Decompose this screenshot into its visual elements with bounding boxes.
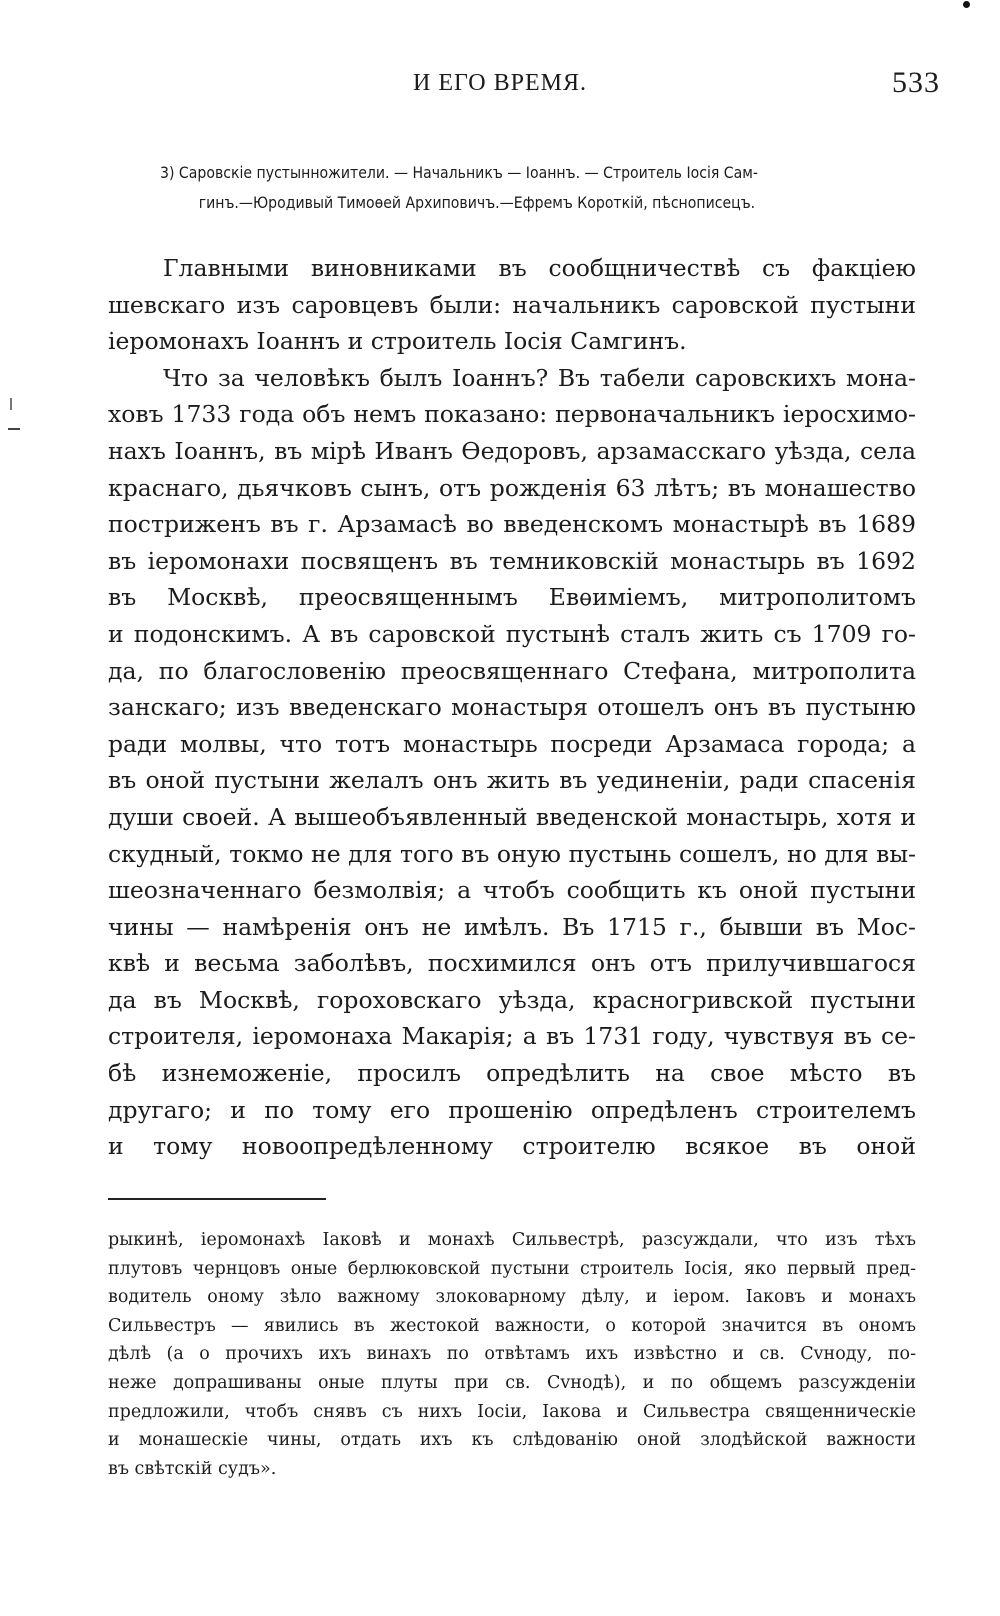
- text-line: и тому новоопредѣленному строителю всякое въ оной: [108, 1132, 916, 1161]
- footnote-line: рыкинѣ, іеромонахѣ Іаковѣ и монахѣ Сильвестрѣ, разсуждали, что изъ тѣхъ: [108, 1230, 916, 1250]
- footnote-line: Сильвестръ — явились въ жестокой важности, о которой значится въ ономъ: [108, 1315, 916, 1336]
- footnote-line: въ свѣтскій судъ».: [108, 1458, 277, 1479]
- text-line: строителя, іеромонаха Макарія; а въ 1731 году, чувствуя въ се-: [108, 1022, 916, 1051]
- footnote-line: плутовъ чернцовъ оные берлюковской пустыни строитель Іосія, яко первый пред-: [108, 1258, 916, 1279]
- footnote-line: неже допрашиваны оные плуты при св. Сvнодѣ), и по общемъ разсужденіи: [108, 1372, 916, 1393]
- running-title: И ЕГО ВРЕМЯ.: [413, 70, 587, 96]
- chapter-summary: [160, 158, 811, 218]
- margin-mark: [10, 398, 12, 410]
- footnote-line: и монашескіе чины, отдать ихъ къ слѣдованію оной злодѣйской важности: [108, 1430, 916, 1451]
- text-line: да, по благословенію преосвященнаго Стефана, митрополита: [108, 656, 916, 685]
- footnote-line: дѣлѣ (а о прочихъ ихъ винахъ по отвѣтамъ ихъ извѣстно и св. Сvноду, по-: [108, 1344, 916, 1365]
- text-line: Что за человѣкъ былъ Іоаннъ? Въ табели саровскихъ мона-: [163, 363, 916, 392]
- text-line: нахъ Іоаннъ, въ мірѣ Иванъ Ѳедоровъ, арзамасскаго уѣзда, села: [108, 436, 916, 465]
- summary-line: гинъ.—Юродивый Тимоѳей Архиповичъ.—Ефремъ Короткій, пѣснописецъ.: [198, 193, 756, 212]
- text-line: ради молвы, что тотъ монастырь посреди Арзамаса города; а: [108, 729, 916, 758]
- footnote: [108, 1226, 916, 1483]
- text-line: въ Москвѣ, преосвященнымъ Евѳиміемъ, митрополитомъ: [108, 583, 916, 612]
- text-line: и подонскимъ. А въ саровской пустынѣ сталъ жить съ 1709 го-: [108, 619, 916, 648]
- text-line: души своей. А вышеобъявленный введенской монастырь, хотя и: [108, 802, 916, 831]
- text-line: да въ Москвѣ, гороховскаго уѣзда, красногривской пустыни: [108, 985, 916, 1014]
- text-line: занскаго; изъ введенскаго монастыря отошелъ онъ въ пустыню: [108, 693, 916, 722]
- text-line: квѣ и весьма заболѣвъ, посхимился онъ отъ прилучившагося: [108, 949, 916, 978]
- text-line: въ іеромонахи посвященъ въ темниковскій монастырь въ 1692: [108, 546, 916, 575]
- text-line: другаго; и по тому его прошенію опредѣленъ строителемъ: [108, 1095, 916, 1124]
- main-text: [108, 250, 916, 1165]
- summary-line: 3) Саровскіе пустынножители. — Начальникъ — Іоаннъ. — Строитель Іосія Сам-: [160, 163, 758, 182]
- print-speck: [963, 1, 970, 8]
- text-line: ховъ 1733 года объ немъ показано: первоначальникъ іеросхимо-: [108, 400, 916, 429]
- page-number: 533: [892, 66, 940, 99]
- margin-dash: [8, 428, 20, 430]
- footnote-separator: [108, 1198, 326, 1200]
- text-line: чины — намѣренія онъ не имѣлъ. Въ 1715 г., бывши въ Мос-: [108, 912, 916, 941]
- text-line: въ оной пустыни желалъ онъ жить въ уединеніи, ради спасенія: [108, 766, 916, 795]
- text-line: іеромонахъ Іоаннъ и строитель Іосія Самгинъ.: [108, 327, 687, 356]
- text-line: краснаго, дьячковъ сынъ, отъ рожденія 63 лѣтъ; въ монашество: [108, 473, 916, 502]
- footnote-line: предложили, чтобъ снявъ съ нихъ Іосіи, Іакова и Сильвестра священническіе: [108, 1401, 916, 1422]
- footnote-line: водитель оному зѣло важному злоковарному дѣлу, и іером. Іаковъ и монахъ: [108, 1287, 916, 1308]
- text-line: шеозначеннаго безмолвія; а чтобъ сообщить къ оной пустыни: [108, 876, 916, 905]
- text-line: Главными виновниками въ сообщничествѣ съ факціею: [163, 254, 916, 282]
- text-line: шевскаго изъ саровцевъ были: начальникъ саровской пустыни: [108, 290, 916, 319]
- text-line: скудный, токмо не для того въ оную пустынь сошелъ, но для вы-: [108, 839, 916, 868]
- text-line: постриженъ въ г. Арзамасѣ во введенскомъ монастырѣ въ 1689: [108, 510, 916, 539]
- text-line: бѣ изнеможеніе, просилъ опредѣлить на свое мѣсто въ: [108, 1059, 916, 1088]
